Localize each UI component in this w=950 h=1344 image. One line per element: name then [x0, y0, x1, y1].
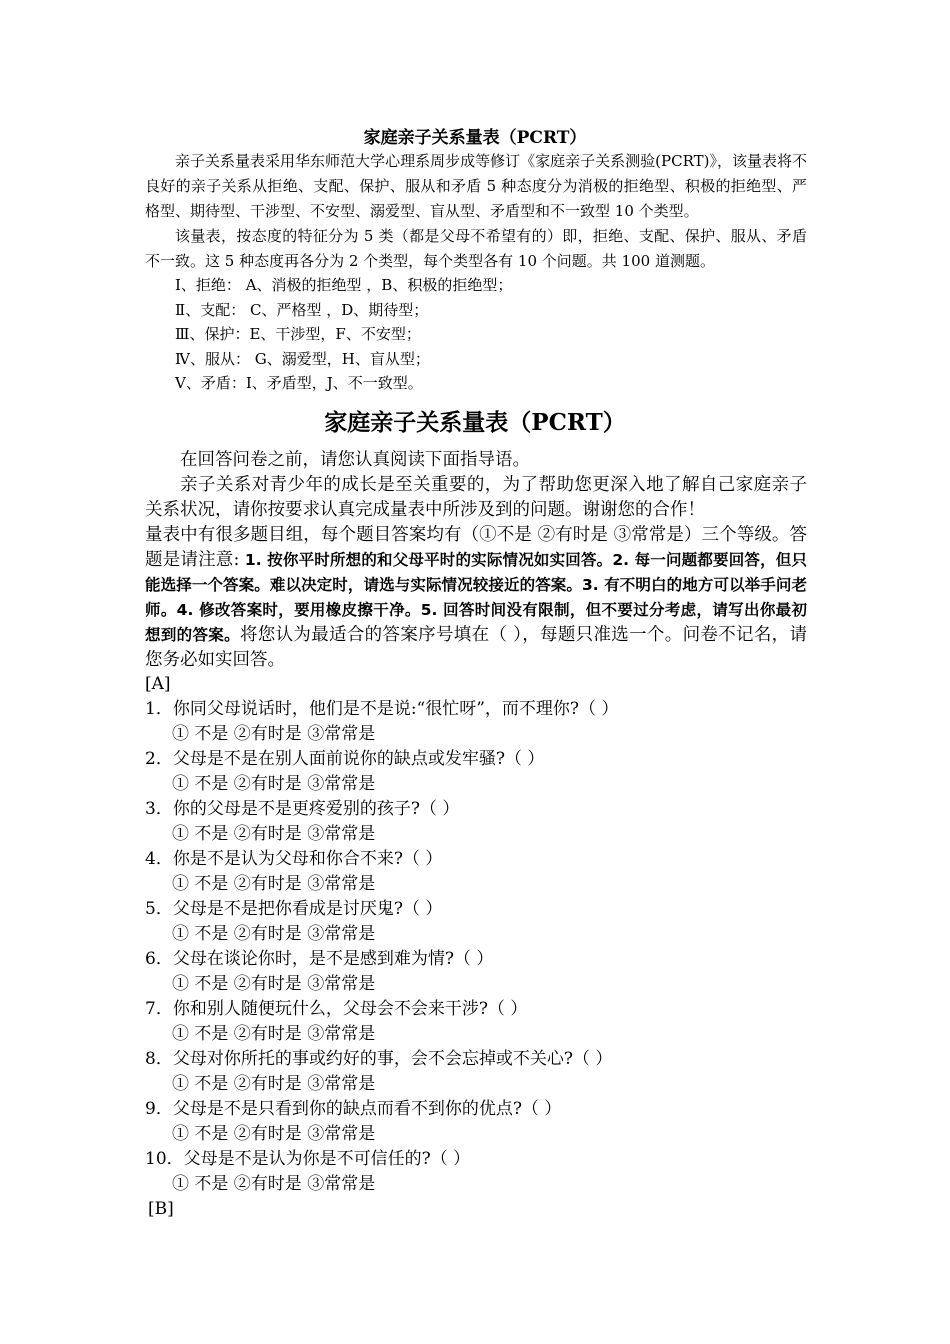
question: 5．父母是不是把你看成是讨厌鬼?（ ） [145, 899, 443, 919]
question: 4．你是不是认为父母和你合不来?（ ） [145, 849, 443, 869]
questionnaire-title: 家庭亲子关系量表（PCRT） [324, 409, 626, 436]
question: 9．父母是不是只看到你的缺点而看不到你的优点?（ ） [145, 1099, 562, 1119]
type-item: Ⅲ、保护：E、干涉型，F、不安型； [175, 325, 421, 343]
question: 3．你的父母是不是更疼爱别的孩子?（ ） [145, 799, 460, 819]
section-label-b: [B] [148, 1199, 174, 1219]
type-item: Ⅳ、服从： G、溺爱型，H、盲从型； [175, 349, 430, 368]
answer-options: ① 不是 ②有时是 ③常常是 [172, 974, 376, 994]
rules-lead: 量表中有很多题目组，每个题目答案均有（①不是 ②有时是 ③常常是）三个等级。答题是请注意: [145, 525, 807, 570]
answer-options: ① 不是 ②有时是 ③常常是 [172, 724, 376, 744]
answer-options: ① 不是 ②有时是 ③常常是 [172, 1024, 376, 1044]
answer-options: ① 不是 ②有时是 ③常常是 [172, 774, 376, 794]
question-list [145, 672, 618, 1222]
answer-options: ① 不是 ②有时是 ③常常是 [172, 1074, 376, 1094]
question: 1．你同父母说话时，他们是不是说:“很忙呀”，而不理你?（ ） [145, 699, 619, 719]
rules-bold: 1. 按你平时所想的和父母平时的实际情况如实回答。2. 每一问题都要回答，但只能选择一个答案。难以决定时，请选与实际情况较接近的答案。3. 有不明白的地方可以举手问老师。4. 修改答案时，要用橡皮擦干净。5. 回答时间没有限制，但不要过分考虑，请写出你最初想到的答案。 [145, 551, 807, 644]
instructions [145, 448, 807, 673]
answer-options: ① 不是 ②有时是 ③常常是 [172, 824, 376, 844]
intro-text [145, 149, 807, 274]
question: 6．父母在谈论你时，是不是感到难为情?（ ） [145, 949, 494, 969]
answer-options: ① 不是 ②有时是 ③常常是 [172, 874, 376, 894]
question: 2．父母是不是在别人面前说你的缺点或发牢骚?（ ） [145, 749, 545, 769]
rules-tail: 将您认为最适合的答案序号填在（ ），每题只准选一个。问卷不记名，请您务必如实回答。 [145, 625, 807, 670]
type-list [175, 273, 512, 396]
answer-options: ① 不是 ②有时是 ③常常是 [172, 1124, 376, 1144]
type-item: Ⅰ、拒绝： A、消极的拒绝型 ，B、积极的拒绝型； [175, 276, 513, 294]
intro-paragraph-2: 该量表，按态度的特征分为 5 类（都是父母不希望有的）即，拒绝、支配、保护、服从、矛盾不一致。这 5 种态度再各分为 2 个类型，每个类型各有 10 个问题。共 100 道测题。 [145, 227, 807, 270]
instruction-rules [145, 523, 807, 673]
type-item: Ⅱ、支配： C、严格型 ，D、期待型； [175, 300, 429, 319]
answer-options: ① 不是 ②有时是 ③常常是 [172, 924, 376, 944]
question: 10．父母是不是认为你是不可信任的?（ ） [145, 1149, 471, 1169]
instruction-purpose: 亲子关系对青少年的成长是至关重要的，为了帮助您更深入地了解自己家庭亲子关系状况，请你按要求认真完成量表中所涉及到的问题。谢谢您的合作！ [145, 475, 807, 520]
document-title: 家庭亲子关系量表（PCRT） [363, 128, 587, 148]
question: 8．父母对你所托的事或约好的事，会不会忘掉或不关心?（ ） [145, 1049, 613, 1069]
instruction-intro: 在回答问卷之前，请您认真阅读下面指导语。 [180, 450, 530, 470]
intro-paragraph-1: 亲子关系量表采用华东师范大学心理系周步成等修订《家庭亲子关系测验(PCRT)》，该量表将不良好的亲子关系从拒绝、支配、保护、服从和矛盾 5 种态度分为消极的拒绝型、积极的拒绝型、严格型、期待型、干涉型、不安型、溺爱型、盲从型、矛盾型和不一致型 10 个类型。 [145, 152, 807, 220]
answer-options: ① 不是 ②有时是 ③常常是 [172, 1174, 376, 1194]
question: 7．你和别人随便玩什么，父母会不会来干涉?（ ） [145, 999, 528, 1019]
section-label-a: [A] [145, 674, 171, 694]
type-item: Ⅴ、矛盾：I、矛盾型，J、不一致型。 [175, 374, 423, 392]
